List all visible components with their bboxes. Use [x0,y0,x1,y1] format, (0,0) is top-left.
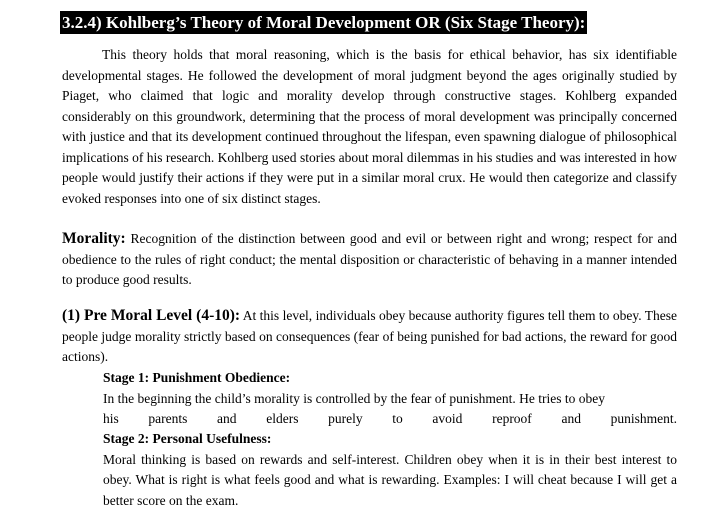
morality-definition [62,229,677,291]
stage-2-title: Stage 2: Personal Usefulness: [103,429,677,450]
pre-moral-level-text: At this level, individuals obey because authority figures tell them to obey. These people judge morality strictly based on consequences (fear of being punished for bad actions, the reward for good actions). [62,308,677,364]
stage-1-text-line-2: his parents and elders purely to avoid reproof and punishment. [103,409,677,430]
stage-1-text-line-1: In the beginning the child’s morality is controlled by the fear of punishment. He tries to obey [103,389,677,410]
morality-text: Recognition of the distinction between good and evil or between right and wrong; respect for and obedience to the rules of right conduct; the mental disposition or characteristic of behaving in a manner intended to produce good results. [62,231,677,287]
pre-moral-level-title: (1) Pre Moral Level (4-10): [62,307,240,324]
intro-paragraph: This theory holds that moral reasoning, which is the basis for ethical behavior, has six identifiable developmental stages. He followed the development of moral judgment beyond the ages originally studied by Piaget, who claimed that logic and morality develop through constructive stages. Kohlberg expanded considerably on this groundwork, determining that the process of moral development was principally concerned with justice and that its development continued throughout the lifespan, even spawning dialogue of philosophical implications of his research. Kohlberg used stories about moral dilemmas in his studies and was interested in how people would justify their actions if they were put in a similar moral crux. He would then categorize and classify evoked responses into one of six distinct stages. [62,45,677,209]
stage-2 [103,429,677,511]
section-heading: 3.2.4) Kohlberg’s Theory of Moral Development OR (Six Stage Theory): [60,11,587,34]
stage-1 [103,368,677,430]
morality-term: Morality: [62,230,126,247]
stage-1-title: Stage 1: Punishment Obedience: [103,368,677,389]
stage-2-text: Moral thinking is based on rewards and self-interest. Children obey when it is in their best interest to obey. What is right is what feels good and what is rewarding. Examples: I will cheat because I will get a better score on the exam. [103,450,677,511]
pre-moral-level-paragraph [62,306,677,368]
